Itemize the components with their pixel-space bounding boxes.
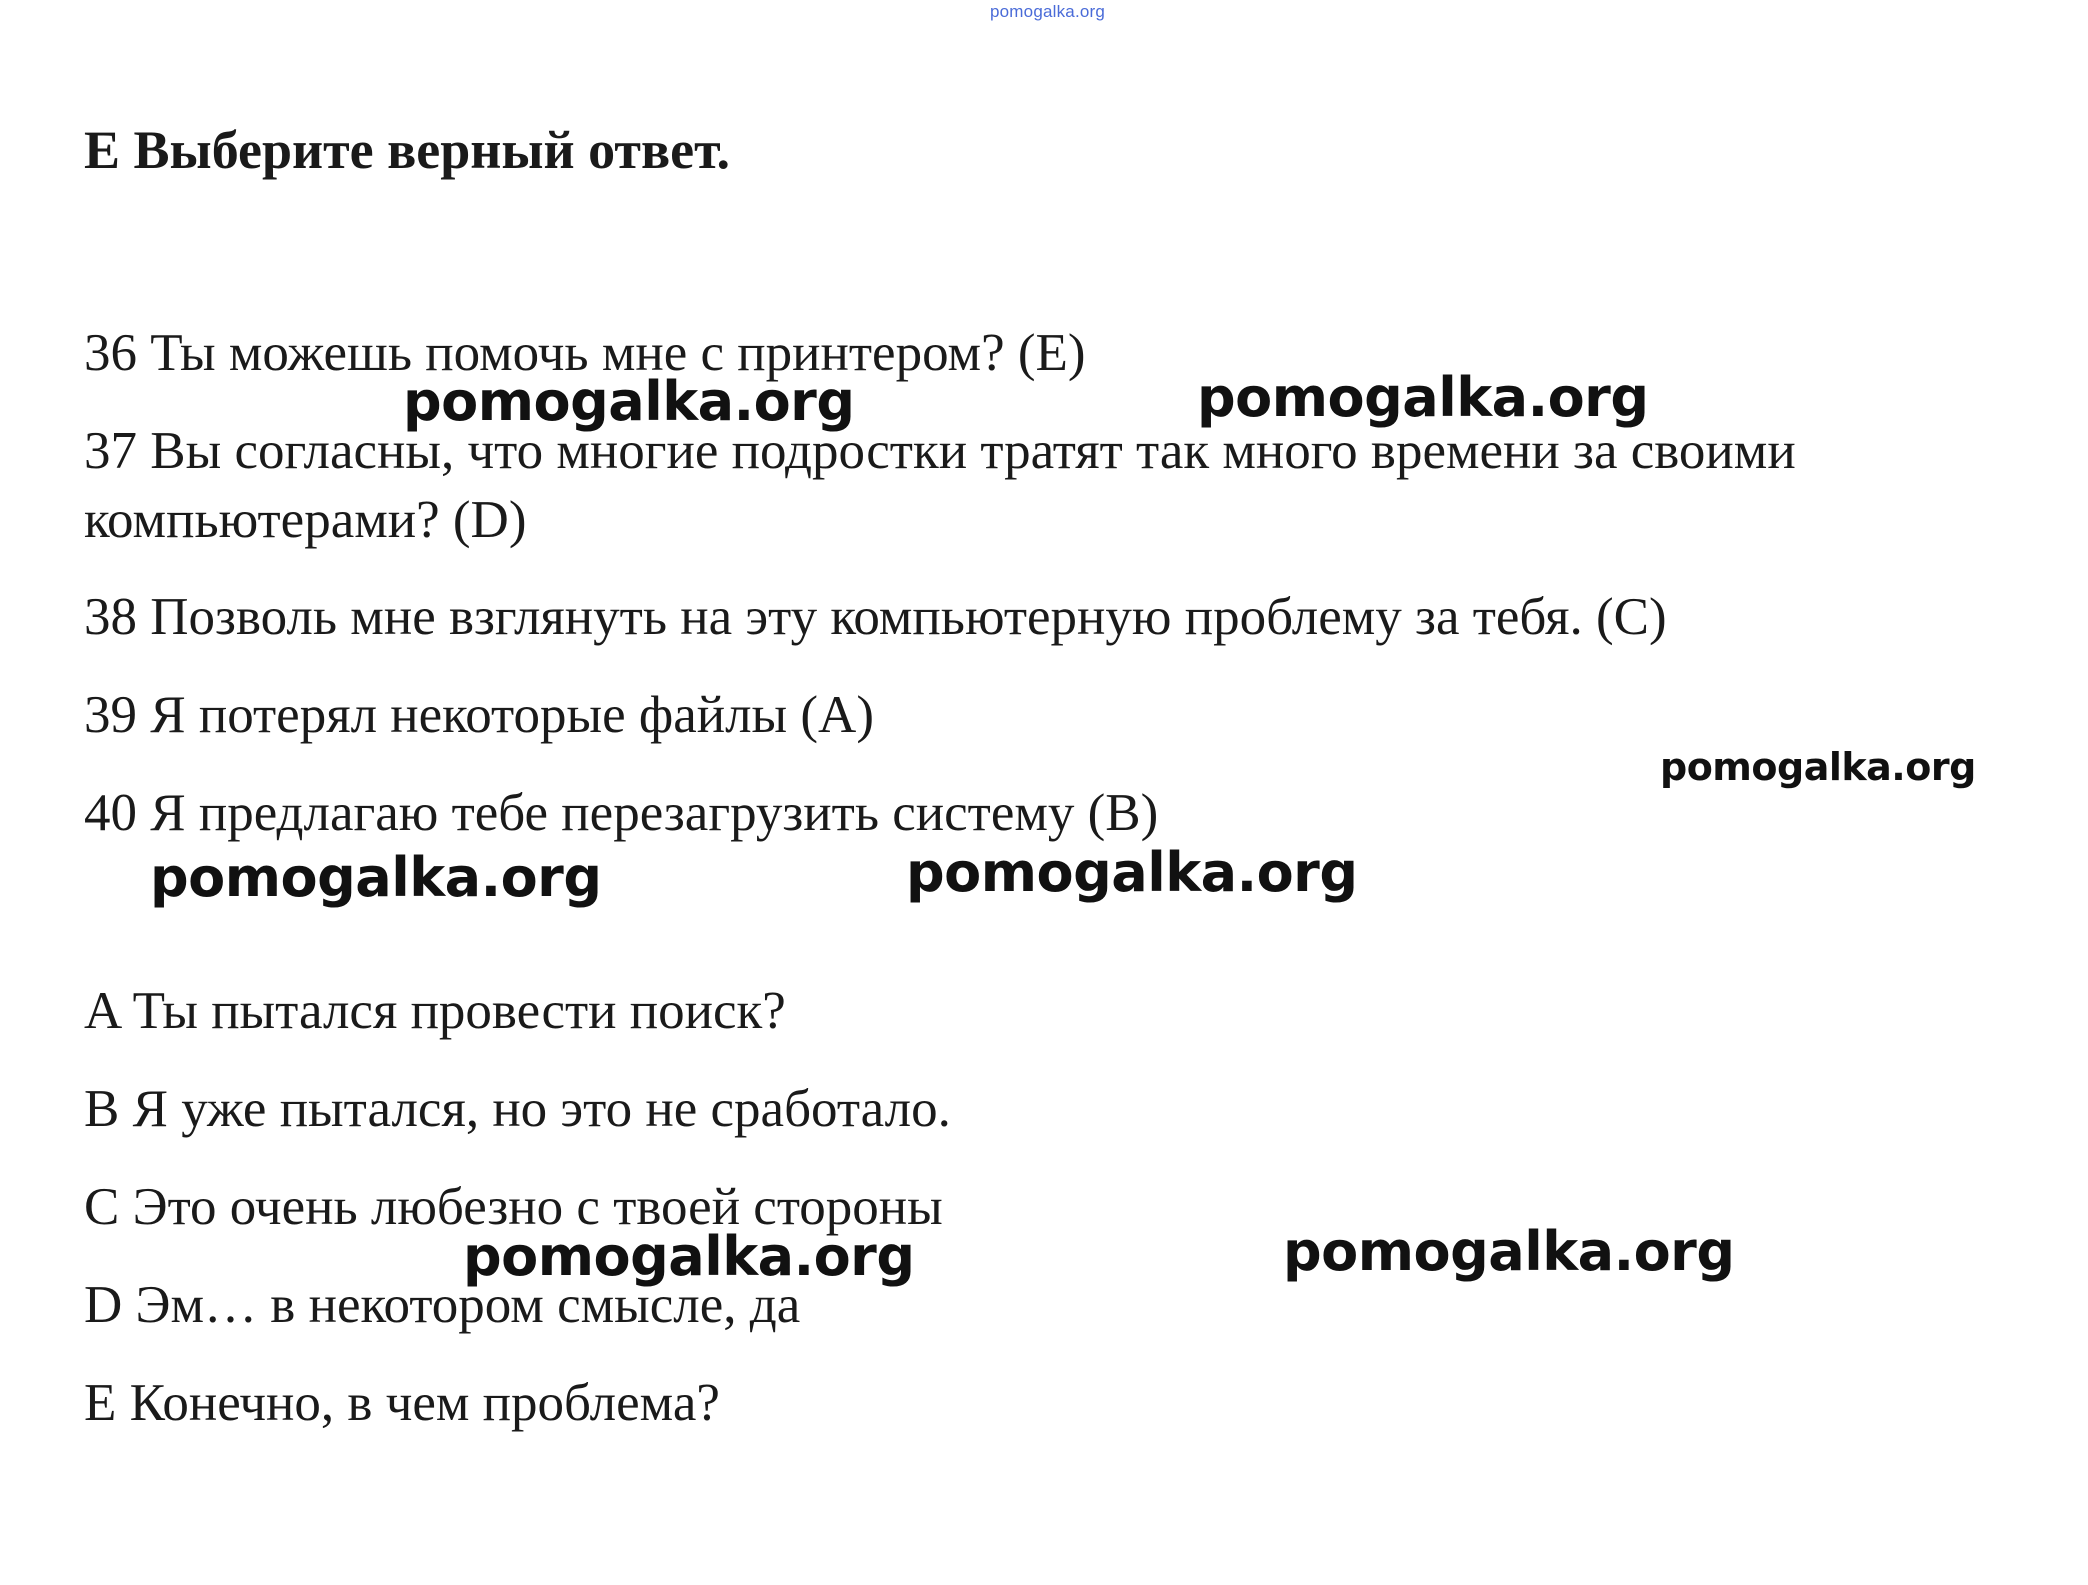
- watermark-text: pomogalka.org: [1197, 366, 1649, 429]
- question-36: 36 Ты можешь помочь мне с принтером? (E): [84, 324, 1086, 382]
- question-37: 37 Вы согласны, что многие подростки тратят так много времени за своими: [84, 422, 1796, 480]
- exercise-heading: E Выберите верный ответ.: [84, 120, 731, 180]
- question-40: 40 Я предлагаю тебе перезагрузить систему (B): [84, 784, 1159, 842]
- answer-b: B Я уже пытался, но это не сработало.: [84, 1080, 951, 1138]
- top-watermark: pomogalka.org: [990, 2, 1106, 21]
- answer-e: E Конечно, в чем проблема?: [84, 1374, 720, 1432]
- question-39: 39 Я потерял некоторые файлы (A): [84, 686, 874, 744]
- watermark-text: pomogalka.org: [150, 846, 602, 909]
- watermark-text: pomogalka.org: [463, 1225, 915, 1288]
- question-38: 38 Позволь мне взглянуть на эту компьютерную проблему за тебя. (C): [84, 588, 1667, 646]
- watermark-text: pomogalka.org: [1283, 1220, 1735, 1283]
- watermark-text: pomogalka.org: [906, 841, 1358, 904]
- watermark-text: pomogalka.org: [1660, 745, 1976, 789]
- answer-a: A Ты пытался провести поиск?: [84, 982, 786, 1040]
- watermark-text: pomogalka.org: [403, 370, 855, 433]
- question-37-continuation: компьютерами? (D): [84, 491, 527, 549]
- answer-d: D Эм… в некотором смысле, да: [84, 1276, 801, 1334]
- answer-c: C Это очень любезно с твоей стороны: [84, 1178, 943, 1236]
